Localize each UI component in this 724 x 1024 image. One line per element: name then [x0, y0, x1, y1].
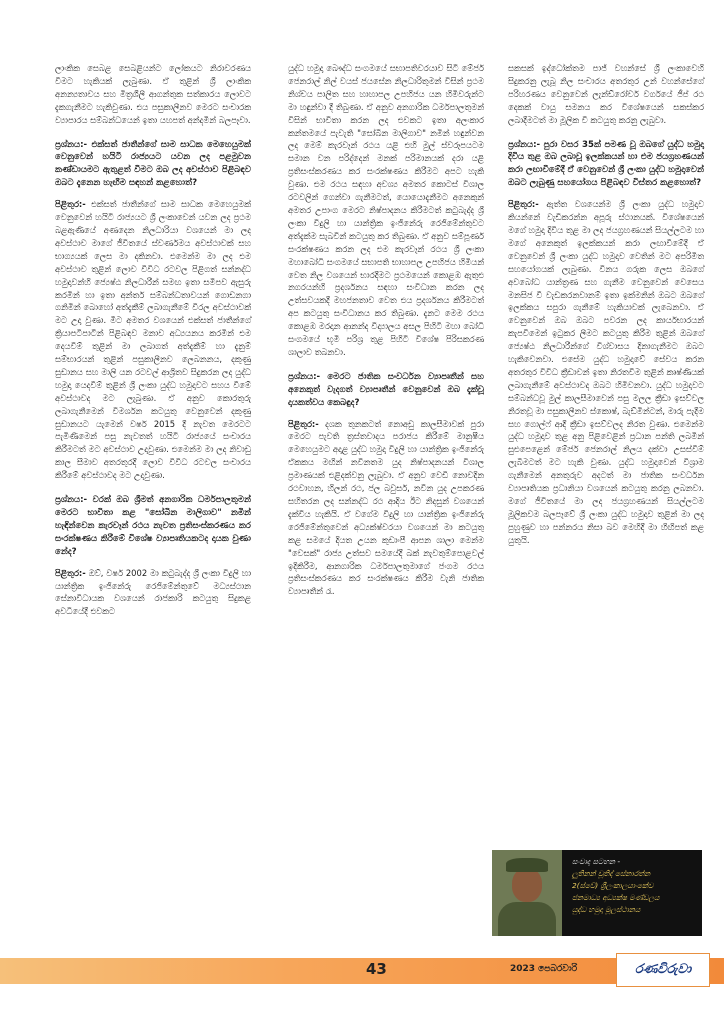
col1-paragraph-1: ලාංකික සෙබළ සෙබළියන්ට ලෝකයට නිරාවරණය වීමට හැකියක් ලැබුණා. ඒ තුළින් ශ්‍රී ලාංකික අනන්‍යතාවය සහ මිත්‍රශීලී ආගන්තුක සත්කාරය ලොවට දැකගැනීමට හැකිවුණා. එය පසුකාලීනව මෙරට සංචාරක ව්‍යාපාරය සම්බන්ධයෙන් ඉතා යහපත් අන්දමින් බලපෑවා. [55, 63, 251, 125]
page-footer [0, 948, 724, 1000]
author-credit-line-1: සංවාද සටහන - [572, 857, 621, 866]
page-number: 43 [366, 960, 387, 978]
col1-question-1 [55, 139, 251, 191]
magazine-logo [616, 953, 710, 987]
author-photo [492, 850, 562, 936]
question-label: ප්‍රශ්නය:- [55, 495, 88, 506]
article-column-2 [288, 62, 484, 601]
answer-label: පිළිතුර:- [288, 418, 319, 429]
question-label: ප්‍රශ්නය:- [55, 139, 88, 150]
answer-text: එක්සත් ජාතීන්ගේ සාම සාධක මෙහෙයුමක් වෙනුවෙන් හයිටි රාජ්‍යයට ශ්‍රී ලංකාවෙන් යවන ලද ප්‍රථම බළඇණියේ අණදෙන නිලධාරියා වශයෙන් මා ලද අවස්ථාව මාගේ ජීවිතයේ ස්වර්ණමය අවස්ථාවක් සහ භාග්‍යයක් ලෙස මා දකිනවා. එමෙන්ම මා ලද එම අවස්ථාව තුළින් ලොව විවිධ රටවල පිළිගත් සන්නද්ධ හමුදාවන්හි ජ්‍යෙෂ්ඨ නිලධාරීන් සමඟ ඉතා සමීපව ඇසුරු කරමින් හා ඉතා අන්තර් සම්බන්ධතාවයන් ගොඩනගා ගනිමින් බොහෝ අත්දැකීම් ලබාගැනීමේ විරල අවස්ථාවක් මට උදා වුණා. මීට අමතර වශයෙන් එක්සත් ජාතීන්ගේ ක්‍රියාපටිපාටීන් පිළිබඳව මනාව අධ්‍යයනය කරමින් එම දෙයවීම් තුළින් මා ලබාගත් අත්දැකීම් හා දැනුම් සම්භාරයන් තුළින් පසුකාලීනව ලෙබනනය, දකුණු සුඩානය සහ මාලි යන රටවල් ආශ්‍රිතව සිදුකරන ලද යුද්ධ හමුදා යෙදවීම් තුළින් ශ්‍රී ලංකා යුද්ධ හමුදාවට සහය වීමේ අවස්ථාවද මට ලැබුණා. ඒ අනුව කොරතුරු ලබාගැනීමෙන් විමර්ශන කටයුතු වෙනුවෙන් දකුණු සුඩානයට යැමෙන් වර්ෂ 2015 දී නැවත මෙරටට පැමිණීමෙන් පසු නැවතත් හයිටි රාජ්‍යයේ සංචාරය කිරීමටත් මට අවස්ථාව උදාවුණා. එමෙන්ම මා ලද නිවාඩු කාල සීමාව අතරතුරදී ලොව විවිධ රටවල සංචාරය කිරීමේ අවස්ථාවද මට උදාවුණා. [55, 199, 251, 481]
military-cap-shape [506, 858, 548, 872]
col1-answer-2 [55, 567, 251, 619]
answer-label: පිළිතුර:- [508, 199, 539, 210]
issue-date: 2023 පෙබරවාරි [510, 964, 578, 974]
question-text: එක්සත් ජාතීන්ගේ සාම සාධක මෙහෙයුමක් වෙනුවෙන් හයිටි රාජ්‍යයට යවන ලද පළමුවන කණ්ඩායමට ඇතුළත් වීමට ඔබ ලද අවස්ථාව පිළිබඳව ඔබට දැනෙන හැඟීම සඳහන් කළහොත්? [55, 139, 251, 189]
face-shape [512, 868, 542, 902]
author-credit-text [572, 856, 696, 916]
author-department: ජනමාධ්‍ය අධ්‍යක්ෂ මණ්ඩලය [572, 893, 660, 902]
col3-answer-1 [508, 198, 704, 546]
author-headquarters: යුද්ධ හමුදා මූලස්ථානය [572, 905, 641, 914]
answer-label: පිළිතුර:- [55, 199, 86, 210]
answer-label: පිළිතුර:- [55, 567, 86, 578]
col2-answer-1 [288, 418, 484, 599]
question-text: වරක් ඔබ ශ්‍රීමත් අනගාරික ධර්මපාලතුමන් මෙරට භාවිතා කළ "සෝබින මාලිගාව" නමින් හැඳින්වෙන කැරවෑන් රථය නැවත ප්‍රතිසංස්කරණය කර සංරක්ෂණය කිරීමේ විශේෂ ව්‍යාපෘතියකටද දායක වුණා නේද? [55, 495, 251, 557]
question-text: මෙරට ජාතික සංවර්ධන ව්‍යාපෘතීන් සහ අනෙකුත් වැදගත් ව්‍යාපෘතීන් වෙනුවෙන් ඔබ දැක්වූ දායකත්වය කෙබඳුද? [288, 371, 484, 408]
author-rank: 2(ස්වේ) ශ්‍රීලංකාලයාංකේව [572, 881, 654, 890]
question-label: ප්‍රශ්නය:- [288, 371, 321, 382]
article-column-3 [508, 62, 704, 550]
magazine-name: රණවිරුවා [634, 962, 692, 977]
article-column-1 [55, 62, 251, 621]
col1-answer-1 [55, 198, 251, 482]
col3-question-1 [508, 139, 704, 191]
author-name: ලුතිනන් චූතිද් සේනාරත්න [572, 869, 651, 878]
col2-paragraph-1: යුද්ධ හමුදා බෞද්ධ සංගමයේ සභාපතිවරයාව සිටි මේජර් ජෙනරාල් නිල් වයස් ජයසේන නිලධාරිතුමන් විසින් ප්‍රථම නිශ්චය පාලිත සහ හාහාපල උපහිජය යන හිමිවරුන්ට මා හඳුන්වා දී තිබුණා. ඒ අනුව අනගාරික ධර්මපාලතුමන් විසින් භාවිතා කරන ලද එවකට ඉතා අලංකාර කන්තමයේ පැවැති "සෝබින මාලිගාව" නමින් හඳුන්වන ලද මෙම් කැරවෑන් රථය යළි එහි මුල් ස්වරූපයටම සමාන වන පරිද්දෙන් මනක් පරිමානයක් දරා යළි ප්‍රතිසංස්කරණය කර සංරක්ෂණය කිරීමට අපට හැකි වුණා. එම රථය සඳහා අවශ්‍ය අමතර කොටස් විශාල රටවලින් ගෙන්වා ගැනීමටත්, යොයොදැනීමට අනෙකුන් අමතර උපාංග මෙරට නිෂ්පාදනය කිරීමටත් කටුබැද්ද ශ්‍රී ලංකා විදුලි හා යාන්ත්‍රික ඉංජිනේරු රෙජිමේන්තුවට අත්දැක්ම සැබවින් කටයුතු කර තිබුණා. ඒ අනුව සම්පූර්ණ සංරක්ෂණය කරන ලද එම කැරවෑන් රථය ශ්‍රී ලංකා මහාබෝධි සංගමයේ සභාපති භාහාපල උපහිජය හිමියන් වෙත නිල වශයෙන් භාරදීමට ප්‍රථමයෙන් කොළඹ ඇතුළු නගරයන්හි ප්‍රදර්ශනය සඳහා සංවිධාන කරන ලද උත්සවයකදී මහජනතාව වෙත එය ප්‍රදර්ශනය කිරීමටත් අප කටයුතු සංවිධානය කර තිබුණා. දැනට මෙම රථය කොළඹ මරදාන ආනන්ද විද්‍යාලය අසල පිහිටි මහා බෝධි සංගමයේ භූමි පරිශ්‍ර තුළ පිහිටි විශේෂ පිරිසකරණ ශාලාව තබනවා. [288, 63, 484, 357]
col1-question-2 [55, 494, 251, 559]
uniform-shape [498, 902, 556, 936]
question-text: පුරා වසර 35ක් පමණ වූ ඔබගේ යුද්ධ හමුදා දිවිය තුළ ඔබ ලබාවූ ඉලක්කයන් හා එම ජයග්‍රහණයන් කරා ලඟාවීමේදී ඒ වෙනුවෙන් ශ්‍රී ලංකා යුද්ධ හමුදාවෙන් ඔබට ලැබුණු සහයෝගය පිළිබඳව විස්තර කළහොත්? [508, 139, 704, 189]
col3-paragraph-1: සකසක් ඉද්ධෝක්තම පාජ් වහන්සේ ශ්‍රී ලංකාවෙහි සිදුකරනු ලැබූ නිල සංචාරය අතරතුර උන් වහන්සේගේ පරිහරණය වෙනුවෙන් ලැන්ඩ්රෝවර් වර්ගයේ ජීප් රථ දෙකක් වායු සමනය කර විශේෂයෙන් සකස්කර ලබාදීමටත් මා මූලික වී කටයුතු කරනු ලැබුවා. [508, 63, 704, 125]
answer-text: ඇත්ත වශයෙන්ම ශ්‍රී ලංකා යුද්ධ හමුදාව කියන්නේ වැඩිකරන්න අපූරු ස්ථානයක්. විශේෂයෙන් මගේ හමුදා දිවිය තුළ මා ලද ජයග්‍රහණයන් සියල්ලටම හා මගේ අනෙකුත් ඉලක්කයන් කරා ලඟාවීමේදී ඒ වෙනුවෙන් ශ්‍රී ලංකා යුද්ධ හමුදාව වෙතින් මට අපරිමිත සහයෝගයක් ලැබුණා. විනය ගරුක ලෙස ඔබගේ අවබෝධ යාන්ත්‍රණ සහ ගැනීම වෙනුවෙන් වෙසෙය මනසිජ වී වැඩකරනවානම් ඉතා ඉක්මනින් ඔබට ඔබගේ ඉලක්කය සපුරා ගැනීමේ හැකියාවක් ලැබෙනවා. ඒ වෙනුවෙන් ඔබ ඔබට පවරන ලද කාර්යභාරයන් කැපවීමෙන් ඉටුකර ලීමට කටයුතු කිරීම තුළින් ඔබගේ ජ්‍යෙෂ්ඨ නිලධාරීන්ගේ විශ්වාසය දිනාගැනීමට ඔබට හැකිවෙනවා. එසේම යුද්ධ හමුදාවේ සේවය කරන අතරතුර විවිධ ක්‍රීඩාවන් ඉතා නිරතවීම තුළින් කෘෂ්ණියක් ලබාගැනීමේ අවස්ථාවද ඔබට හිමිවනවා. යුද්ධ හමුදාවට සම්බන්ධවූ මුල් කාලසීමාවෙන් පසු මලල ක්‍රීඩා ඉසව්වල නිරතවූ මා පසුකාලීනව ස්කොෂ්, බැඩ්මින්ටන්, මාරු පැදීම සහ ගොල්ෆ් ආදී ක්‍රීඩා ඉසව්වලද නිරත වුණා. එමෙන්ම යුද්ධ හමුදාව තුළ අනු පිළිවෙළින් ප්‍රධාන පන්ති ලබමින් සුළුපෙළෙන් මේජර් ජෙනරාල් නිලය දක්වා උසස්වීම් ලැබීමටත් මට හැකි වුණා. යුද්ධ හමුදාවෙන් විශ්‍රාම ගැනීමෙන් අනතුරුව අදටත් මා ජාතික සංවර්ධන ව්‍යාපෘතියක ප්‍රධානියා වශයෙන් කටයුතු කරනු ලබනවා. මගේ ජීවිතයේ මා ලද ජයග්‍රහණයන් සියල්ලටම මූලිකවම බලපෑවේ ශ්‍රී ලංකා යුද්ධ හමුදාව තුළින් මා ලද පුහුණුව හා පන්නරය නිසා බව මෙහිදී මා හිඟිපත් කළ යුතුයි. [508, 199, 704, 545]
answer-text: දශක තුනකටත් නොඅඩු කාලසීමාවක් පුරා මෙරට පැවති ත්‍රස්තවාදය පරාජය කිරීමේ මානුෂීය මෙහෙයුමට අදාළ යුද්ධ හමුදා විදුලි හා යාන්ත්‍රික ඉංජිනේරු ඒකකය මඟින් නවීනතම යුද නිෂ්පාදනයන් විශාල ප්‍රමාණයක් එළිදක්වනු ලැබුවා. ඒ අනුව වෙඩි නොවදින රථවාහන, හිලන් රථ, ජල බවුසර්, නවීන යුද උපකරණ සහිතරන ලද සන්නද්ධ රථ ආදිය ඊට නිදසුන් වශයෙන් දැක්විය හැකියි. ඒ වගේම විදුලි හා යාන්ත්‍රික ඉංජිනේරු රෙජිමේන්තුවෙන් අධ්‍යක්ෂ්වරයා වශයෙන් මා කටයුතු කළ සමයේ දියත උයන කුඩාංපී ආපන ශාලා මෙන්ම "වෙසක්" රාජ්‍ය උත්සව සමයේදී බක් නැවතුම්පොළවල් ඉදිකිරීම, ආනගාරික ධර්මපාලතුමාගේ ජංගම රථය ප්‍රතිසංස්කරණය කර සංරක්ෂණය කිරීම වැනි ජාතික ව්‍යාපෘතීන් රැ. [288, 418, 484, 597]
answer-text: ඔව්, වර්ෂ 2002 මා කටුබැද්ද ශ්‍රී ලංකා විදුලි හා යාන්ත්‍රික ඉංජිනේරු රෙජිමේන්තුවේ මධ්‍යස්ථාන සේනාවිධායක වශයෙන් රාජකාරි කටයුතු සිදුකළ අවධියේදී එවකට [55, 567, 251, 617]
author-credit-box [492, 850, 702, 936]
question-label: ප්‍රශ්නය:- [508, 139, 541, 150]
col2-question-1 [288, 371, 484, 410]
